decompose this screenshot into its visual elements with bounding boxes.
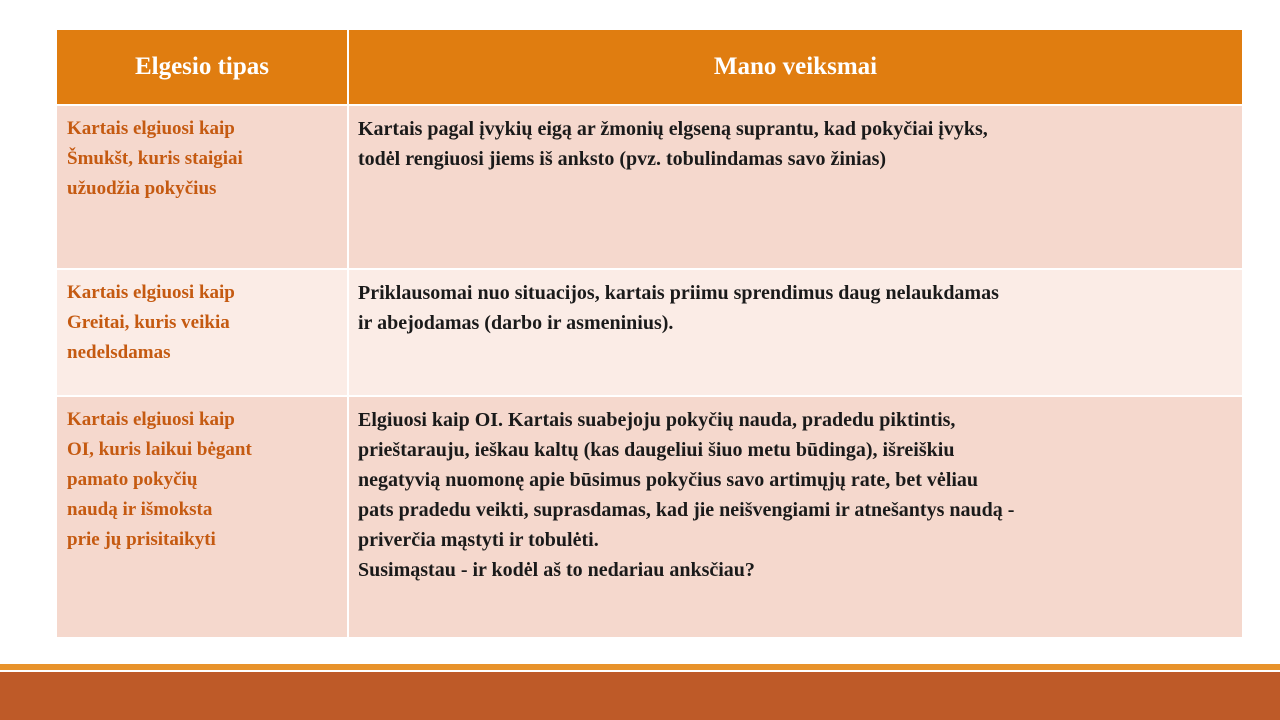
table-row <box>57 269 1242 396</box>
footer-accent-line <box>0 664 1280 670</box>
action-line: Priklausomai nuo situacijos, kartais priimu sprendimus daug nelaukdamas <box>358 282 999 304</box>
action-line: Susimąstau - ir kodėl aš to nedariau anksčiau? <box>358 559 755 581</box>
type-line: pamato pokyčių <box>67 469 198 490</box>
actions-cell <box>348 105 1242 269</box>
type-line: Šmukšt, kuris staigiai <box>67 148 243 169</box>
behavior-table <box>57 30 1242 639</box>
actions-cell <box>348 396 1242 638</box>
type-line: prie jų prisitaikyti <box>67 529 216 550</box>
action-line: ir abejodamas (darbo ir asmeninius). <box>358 312 674 334</box>
footer-bar <box>0 672 1280 720</box>
type-line: nedelsdamas <box>67 342 171 363</box>
action-line: negatyvią nuomonę apie būsimus pokyčius savo artimųjų rate, bet vėliau <box>358 469 979 491</box>
action-line: prieštarauju, ieškau kaltų (kas daugeliui šiuo metu būdinga), išreiškiu <box>358 439 955 461</box>
type-line: užuodžia pokyčius <box>67 178 217 199</box>
header-behavior-type: Elgesio tipas <box>57 30 348 105</box>
type-line: Kartais elgiuosi kaip <box>67 282 235 303</box>
type-line: Kartais elgiuosi kaip <box>67 118 235 139</box>
behavior-type-cell <box>57 396 348 638</box>
type-line: OI, kuris laikui bėgant <box>67 439 252 460</box>
type-line: Greitai, kuris veikia <box>67 312 230 333</box>
action-line: todėl rengiuosi jiems iš anksto (pvz. tobulindamas savo žinias) <box>358 148 887 170</box>
header-row <box>57 30 1242 105</box>
table-row <box>57 396 1242 638</box>
action-line: Kartais pagal įvykių eigą ar žmonių elgseną suprantu, kad pokyčiai įvyks, <box>358 118 988 140</box>
action-line: Elgiuosi kaip OI. Kartais suabejoju pokyčių nauda, pradedu piktintis, <box>358 409 956 431</box>
type-line: Kartais elgiuosi kaip <box>67 409 235 430</box>
behavior-type-cell <box>57 269 348 396</box>
table-row <box>57 105 1242 269</box>
header-my-actions: Mano veiksmai <box>348 30 1242 105</box>
action-line: pats pradedu veikti, suprasdamas, kad jie neišvengiami ir atnešantys naudą - <box>358 499 1015 521</box>
behavior-type-cell <box>57 105 348 269</box>
actions-cell <box>348 269 1242 396</box>
type-line: naudą ir išmoksta <box>67 499 213 520</box>
action-line: priverčia mąstyti ir tobulėti. <box>358 529 599 551</box>
